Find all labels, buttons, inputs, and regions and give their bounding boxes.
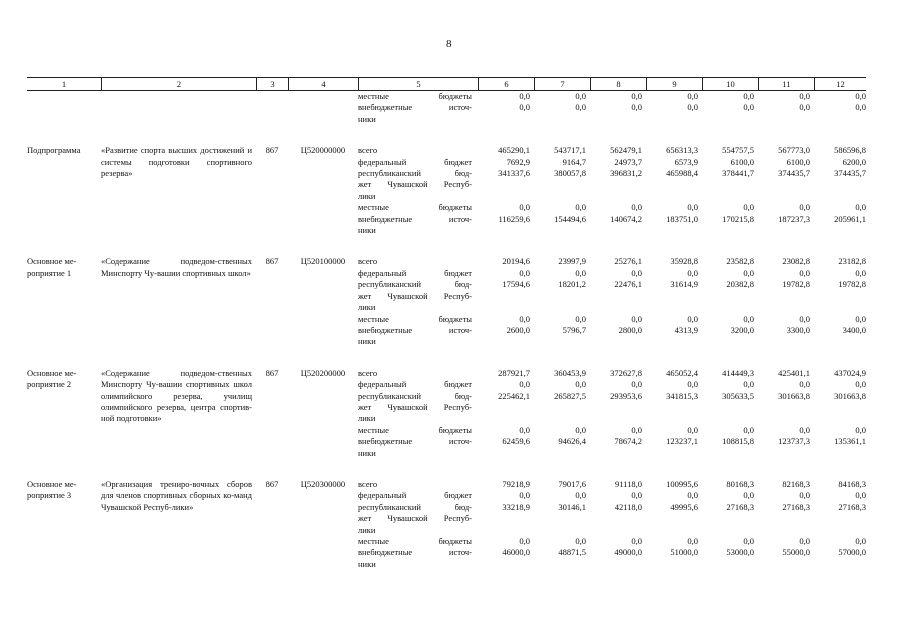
amount-cell: 0,0: [519, 267, 530, 278]
amount-cell: 123237,1: [666, 436, 698, 447]
funding-source-label-cont: жет Чувашской Респуб-: [358, 401, 472, 412]
amount-cell: 0,0: [575, 91, 586, 101]
amount-cell: 0,0: [687, 313, 698, 324]
amount-cell: 6200,0: [842, 156, 866, 167]
amount-cell: 0,0: [631, 536, 642, 546]
amount-cell: 554757,5: [722, 145, 754, 156]
amount-cell: 170215,8: [722, 213, 754, 224]
budget-table: [27, 77, 866, 570]
amount-cell: 656313,3: [666, 145, 698, 156]
funding-row-continued: [358, 291, 866, 302]
column-header: 11: [758, 78, 814, 90]
amount-cell: 301663,8: [778, 390, 810, 401]
admin-code: 867: [265, 145, 279, 156]
amount-cell: 305633,5: [722, 390, 754, 401]
amount-cell: 0,0: [631, 267, 642, 278]
funding-source-label-cont: ники: [358, 447, 376, 458]
amount-cell: 0,0: [575, 536, 586, 546]
funding-row: [358, 490, 866, 501]
column-header: 3: [256, 78, 288, 90]
funding-source-label-cont: ники: [358, 336, 376, 347]
column-header: 12: [814, 78, 866, 90]
amount-cell: 108815,8: [722, 436, 754, 447]
funding-row: [358, 479, 866, 490]
amount-cell: 0,0: [743, 536, 754, 546]
amount-cell: 0,0: [519, 536, 530, 546]
amount-cell: 586596,8: [834, 145, 866, 156]
amount-cell: 0,0: [519, 91, 530, 101]
amount-cell: 19782,8: [782, 279, 810, 290]
program-block: [27, 145, 866, 236]
funding-source-label: всего: [358, 478, 378, 489]
funding-source-label-cont: лики: [358, 190, 376, 201]
amount-cell: 183751,0: [666, 213, 698, 224]
funding-row-continued: [358, 525, 866, 536]
amount-cell: 0,0: [743, 313, 754, 324]
amount-cell: 0,0: [631, 202, 642, 213]
amount-cell: 0,0: [631, 424, 642, 435]
amount-cell: 0,0: [519, 424, 530, 435]
funding-source-label: местные бюджеты: [358, 91, 472, 101]
amount-cell: 0,0: [519, 102, 530, 113]
funding-source-label-cont: ники: [358, 113, 376, 124]
amount-cell: 187237,3: [778, 213, 810, 224]
funding-row: [358, 145, 866, 156]
column-header: 10: [702, 78, 758, 90]
program-block: [27, 256, 866, 347]
funding-source-label: местные бюджеты: [358, 536, 472, 546]
funding-row: [358, 256, 866, 267]
amount-cell: 287921,7: [498, 367, 530, 378]
amount-cell: 18201,2: [558, 279, 586, 290]
amount-cell: 0,0: [687, 267, 698, 278]
amount-cell: 374435,7: [778, 168, 810, 179]
amount-cell: 0,0: [519, 379, 530, 390]
funding-row: [358, 279, 866, 290]
funding-row: [358, 425, 866, 436]
funding-source-label-cont: жет Чувашской Респуб-: [358, 513, 472, 524]
funding-source-label-cont: жет Чувашской Респуб-: [358, 290, 472, 301]
column-header: 4: [288, 78, 358, 90]
amount-cell: 0,0: [799, 91, 810, 101]
amount-cell: 0,0: [687, 490, 698, 501]
admin-code: 867: [265, 478, 279, 489]
amount-cell: 0,0: [575, 424, 586, 435]
funding-source-label: внебюджетные источ-: [358, 102, 472, 113]
amount-cell: 3400,0: [842, 324, 866, 335]
amount-cell: 465290,1: [498, 145, 530, 156]
funding-row: [358, 268, 866, 279]
amount-cell: 23182,8: [838, 256, 866, 267]
block-spacer: [27, 459, 866, 479]
amount-cell: 19782,8: [838, 279, 866, 290]
amount-cell: 9164,7: [562, 156, 586, 167]
funding-source-label: всего: [358, 145, 378, 156]
funding-source-label: местные бюджеты: [358, 202, 472, 213]
budget-class-code: Ц520300000: [300, 478, 346, 489]
amount-cell: 0,0: [855, 424, 866, 435]
amount-cell: 0,0: [799, 102, 810, 113]
amount-cell: 0,0: [575, 313, 586, 324]
program-title: «Содержание подведом-ственных Минспорту Чу-вашии спортивных школ»: [101, 256, 252, 278]
amount-cell: 0,0: [855, 313, 866, 324]
amount-cell: 0,0: [799, 536, 810, 546]
continuation-block: [27, 91, 866, 125]
program-type: Основное ме-роприятие 3: [27, 478, 77, 501]
amount-cell: 437024,9: [834, 367, 866, 378]
amount-cell: 465988,4: [666, 168, 698, 179]
amount-cell: 372627,8: [610, 367, 642, 378]
amount-cell: 0,0: [743, 490, 754, 501]
funding-source-label-cont: лики: [358, 524, 376, 535]
funding-row: [358, 214, 866, 225]
amount-cell: 341815,3: [666, 390, 698, 401]
funding-rows: [358, 368, 866, 459]
amount-cell: 0,0: [799, 202, 810, 213]
funding-source-label-cont: лики: [358, 413, 376, 424]
program-title: «Содержание подведом-ственных Минспорту Чу-вашии спортивных школ олимпийского резерва, училищ олимпийского резерва, центра спортив-ной подготовки»: [101, 367, 252, 424]
program-block: [27, 368, 866, 459]
amount-cell: 135361,1: [834, 436, 866, 447]
amount-cell: 20194,6: [502, 256, 530, 267]
program-type: Основное ме-роприятие 1: [27, 256, 77, 278]
amount-cell: 0,0: [631, 490, 642, 501]
amount-cell: 380057,8: [554, 168, 586, 179]
funding-source-label: республиканский бюд-: [358, 501, 472, 512]
funding-rows: [358, 256, 866, 347]
amount-cell: 23082,8: [782, 256, 810, 267]
funding-rows: [358, 479, 866, 570]
amount-cell: 24973,7: [614, 156, 642, 167]
amount-cell: 30146,1: [558, 501, 586, 512]
funding-source-label: федеральный бюджет: [358, 379, 472, 390]
amount-cell: 82168,3: [782, 478, 810, 489]
funding-rows: [358, 145, 866, 236]
amount-cell: 35928,8: [670, 256, 698, 267]
amount-cell: 0,0: [855, 536, 866, 546]
amount-cell: 116259,6: [498, 213, 530, 224]
amount-cell: 0,0: [799, 424, 810, 435]
amount-cell: 80168,3: [726, 478, 754, 489]
amount-cell: 0,0: [743, 202, 754, 213]
amount-cell: 0,0: [743, 102, 754, 113]
funding-source-label: федеральный бюджет: [358, 267, 472, 278]
amount-cell: 78674,2: [614, 436, 642, 447]
funding-source-label: местные бюджеты: [358, 313, 472, 324]
funding-row: [358, 547, 866, 558]
funding-row: [358, 391, 866, 402]
funding-row-continued: [358, 191, 866, 202]
amount-cell: 53000,0: [726, 547, 754, 558]
funding-row-continued: [358, 448, 866, 459]
amount-cell: 0,0: [799, 313, 810, 324]
amount-cell: 205961,1: [834, 213, 866, 224]
budget-class-code: Ц520200000: [300, 367, 346, 378]
column-header: 8: [590, 78, 646, 90]
amount-cell: 22476,1: [614, 279, 642, 290]
amount-cell: 49000,0: [614, 547, 642, 558]
amount-cell: 225462,1: [498, 390, 530, 401]
amount-cell: 0,0: [855, 91, 866, 101]
funding-row: [358, 379, 866, 390]
amount-cell: 49995,6: [670, 501, 698, 512]
funding-row-continued: [358, 402, 866, 413]
funding-source-label-cont: ники: [358, 225, 376, 236]
column-header: 9: [646, 78, 702, 90]
funding-row-continued: [358, 559, 866, 570]
amount-cell: 0,0: [575, 379, 586, 390]
amount-cell: 0,0: [519, 313, 530, 324]
funding-row-continued: [358, 179, 866, 190]
amount-cell: 154494,6: [554, 213, 586, 224]
amount-cell: 84168,3: [838, 478, 866, 489]
funding-row-continued: [358, 336, 866, 347]
amount-cell: 0,0: [687, 102, 698, 113]
amount-cell: 3300,0: [786, 324, 810, 335]
column-header: 1: [61, 79, 67, 89]
amount-cell: 0,0: [631, 91, 642, 101]
amount-cell: 0,0: [687, 536, 698, 546]
amount-cell: 3200,0: [730, 324, 754, 335]
amount-cell: 6100,0: [786, 156, 810, 167]
funding-source-label: всего: [358, 367, 378, 378]
amount-cell: 23582,8: [726, 256, 754, 267]
column-header: 6: [478, 78, 534, 90]
amount-cell: 57000,0: [838, 547, 866, 558]
amount-cell: 79218,9: [502, 478, 530, 489]
funding-row: [358, 325, 866, 336]
amount-cell: 17594,6: [502, 279, 530, 290]
amount-cell: 27168,3: [726, 501, 754, 512]
column-header-row: [27, 77, 866, 91]
block-spacer: [27, 348, 866, 368]
amount-cell: 0,0: [575, 490, 586, 501]
amount-cell: 2600,0: [506, 324, 530, 335]
funding-row-continued: [358, 302, 866, 313]
amount-cell: 0,0: [687, 379, 698, 390]
budget-class-code: Ц520000000: [300, 145, 346, 156]
funding-row-continued: [358, 513, 866, 524]
funding-row: [358, 168, 866, 179]
funding-row: [358, 91, 866, 102]
funding-source-label: внебюджетные источ-: [358, 324, 472, 335]
amount-cell: 33218,9: [502, 501, 530, 512]
amount-cell: 0,0: [855, 267, 866, 278]
block-spacer: [27, 125, 866, 145]
funding-row-continued: [358, 225, 866, 236]
column-header: 2: [101, 78, 256, 90]
admin-code: 867: [265, 256, 279, 267]
amount-cell: 0,0: [743, 267, 754, 278]
amount-cell: 425401,1: [778, 367, 810, 378]
amount-cell: 27168,3: [782, 501, 810, 512]
funding-source-label-cont: ники: [358, 558, 376, 569]
funding-row: [358, 536, 866, 547]
amount-cell: 2800,0: [618, 324, 642, 335]
program-title: «Развитие спорта высших достижений и системы подготовки спортивного резерва»: [101, 145, 252, 179]
amount-cell: 567773,0: [778, 145, 810, 156]
amount-cell: 0,0: [687, 91, 698, 101]
page-number: 8: [446, 38, 452, 50]
amount-cell: 7692,9: [506, 156, 530, 167]
amount-cell: 0,0: [743, 379, 754, 390]
amount-cell: 0,0: [631, 379, 642, 390]
funding-source-label: республиканский бюд-: [358, 279, 472, 290]
amount-cell: 562479,1: [610, 145, 642, 156]
amount-cell: 5796,7: [562, 324, 586, 335]
amount-cell: 51000,0: [670, 547, 698, 558]
amount-cell: 31614,9: [670, 279, 698, 290]
amount-cell: 0,0: [631, 313, 642, 324]
amount-cell: 293953,6: [610, 390, 642, 401]
amount-cell: 265827,5: [554, 390, 586, 401]
block-spacer: [27, 236, 866, 256]
amount-cell: 0,0: [799, 267, 810, 278]
funding-row: [358, 436, 866, 447]
funding-source-label: республиканский бюд-: [358, 168, 472, 179]
amount-cell: 4313,9: [674, 324, 698, 335]
amount-cell: 0,0: [575, 267, 586, 278]
amount-cell: 0,0: [687, 202, 698, 213]
amount-cell: 378441,7: [722, 168, 754, 179]
amount-cell: 0,0: [519, 490, 530, 501]
amount-cell: 42118,0: [614, 501, 642, 512]
funding-row: [358, 202, 866, 213]
amount-cell: 0,0: [799, 490, 810, 501]
amount-cell: 0,0: [575, 102, 586, 113]
amount-cell: 55000,0: [782, 547, 810, 558]
amount-cell: 6100,0: [730, 156, 754, 167]
funding-row: [358, 157, 866, 168]
funding-row-continued: [358, 413, 866, 424]
amount-cell: 414449,3: [722, 367, 754, 378]
amount-cell: 91118,0: [615, 478, 642, 489]
amount-cell: 27168,3: [838, 501, 866, 512]
amount-cell: 48871,5: [558, 547, 586, 558]
funding-source-label: внебюджетные источ-: [358, 213, 472, 224]
funding-row: [358, 502, 866, 513]
amount-cell: 46000,0: [502, 547, 530, 558]
amount-cell: 62459,6: [502, 436, 530, 447]
program-type: Основное ме-роприятие 2: [27, 367, 77, 390]
funding-source-label: внебюджетные источ-: [358, 547, 472, 558]
funding-source-label: внебюджетные источ-: [358, 436, 472, 447]
funding-source-label: федеральный бюджет: [358, 490, 472, 501]
amount-cell: 0,0: [631, 102, 642, 113]
amount-cell: 301663,8: [834, 390, 866, 401]
amount-cell: 140674,2: [610, 213, 642, 224]
amount-cell: 79017,6: [558, 478, 586, 489]
funding-row: [358, 368, 866, 379]
admin-code: 867: [265, 367, 279, 378]
amount-cell: 0,0: [687, 424, 698, 435]
amount-cell: 123737,3: [778, 436, 810, 447]
funding-source-label-cont: жет Чувашской Респуб-: [358, 179, 472, 190]
funding-row: [358, 102, 866, 113]
amount-cell: 0,0: [519, 202, 530, 213]
program-block: [27, 479, 866, 570]
budget-class-code: Ц520100000: [300, 256, 346, 267]
amount-cell: 341337,6: [498, 168, 530, 179]
funding-source-label-cont: лики: [358, 302, 376, 313]
amount-cell: 0,0: [855, 490, 866, 501]
funding-row-continued: [358, 114, 866, 125]
amount-cell: 23997,9: [558, 256, 586, 267]
amount-cell: 360453,9: [554, 367, 586, 378]
amount-cell: 543717,1: [554, 145, 586, 156]
amount-cell: 0,0: [743, 424, 754, 435]
amount-cell: 0,0: [855, 102, 866, 113]
funding-source-label: республиканский бюд-: [358, 390, 472, 401]
funding-source-label: всего: [358, 256, 378, 267]
program-type: Подпрограмма: [27, 145, 81, 156]
amount-cell: 0,0: [575, 202, 586, 213]
funding-source-label: местные бюджеты: [358, 424, 472, 435]
amount-cell: 0,0: [855, 202, 866, 213]
amount-cell: 100995,6: [666, 478, 698, 489]
funding-row: [358, 314, 866, 325]
program-title: «Организация трениро-вочных сборов для членов спортивных сборных ко-манд Чувашской Респуб-лики»: [101, 478, 252, 512]
amount-cell: 0,0: [799, 379, 810, 390]
amount-cell: 0,0: [855, 379, 866, 390]
column-header: 7: [534, 78, 590, 90]
amount-cell: 20382,8: [726, 279, 754, 290]
amount-cell: 396831,2: [610, 168, 642, 179]
amount-cell: 0,0: [743, 91, 754, 101]
amount-cell: 374435,7: [834, 168, 866, 179]
funding-source-label: федеральный бюджет: [358, 156, 472, 167]
column-header: 5: [358, 78, 478, 90]
amount-cell: 6573,9: [674, 156, 698, 167]
amount-cell: 465052,4: [666, 367, 698, 378]
amount-cell: 25276,1: [614, 256, 642, 267]
amount-cell: 94626,4: [558, 436, 586, 447]
